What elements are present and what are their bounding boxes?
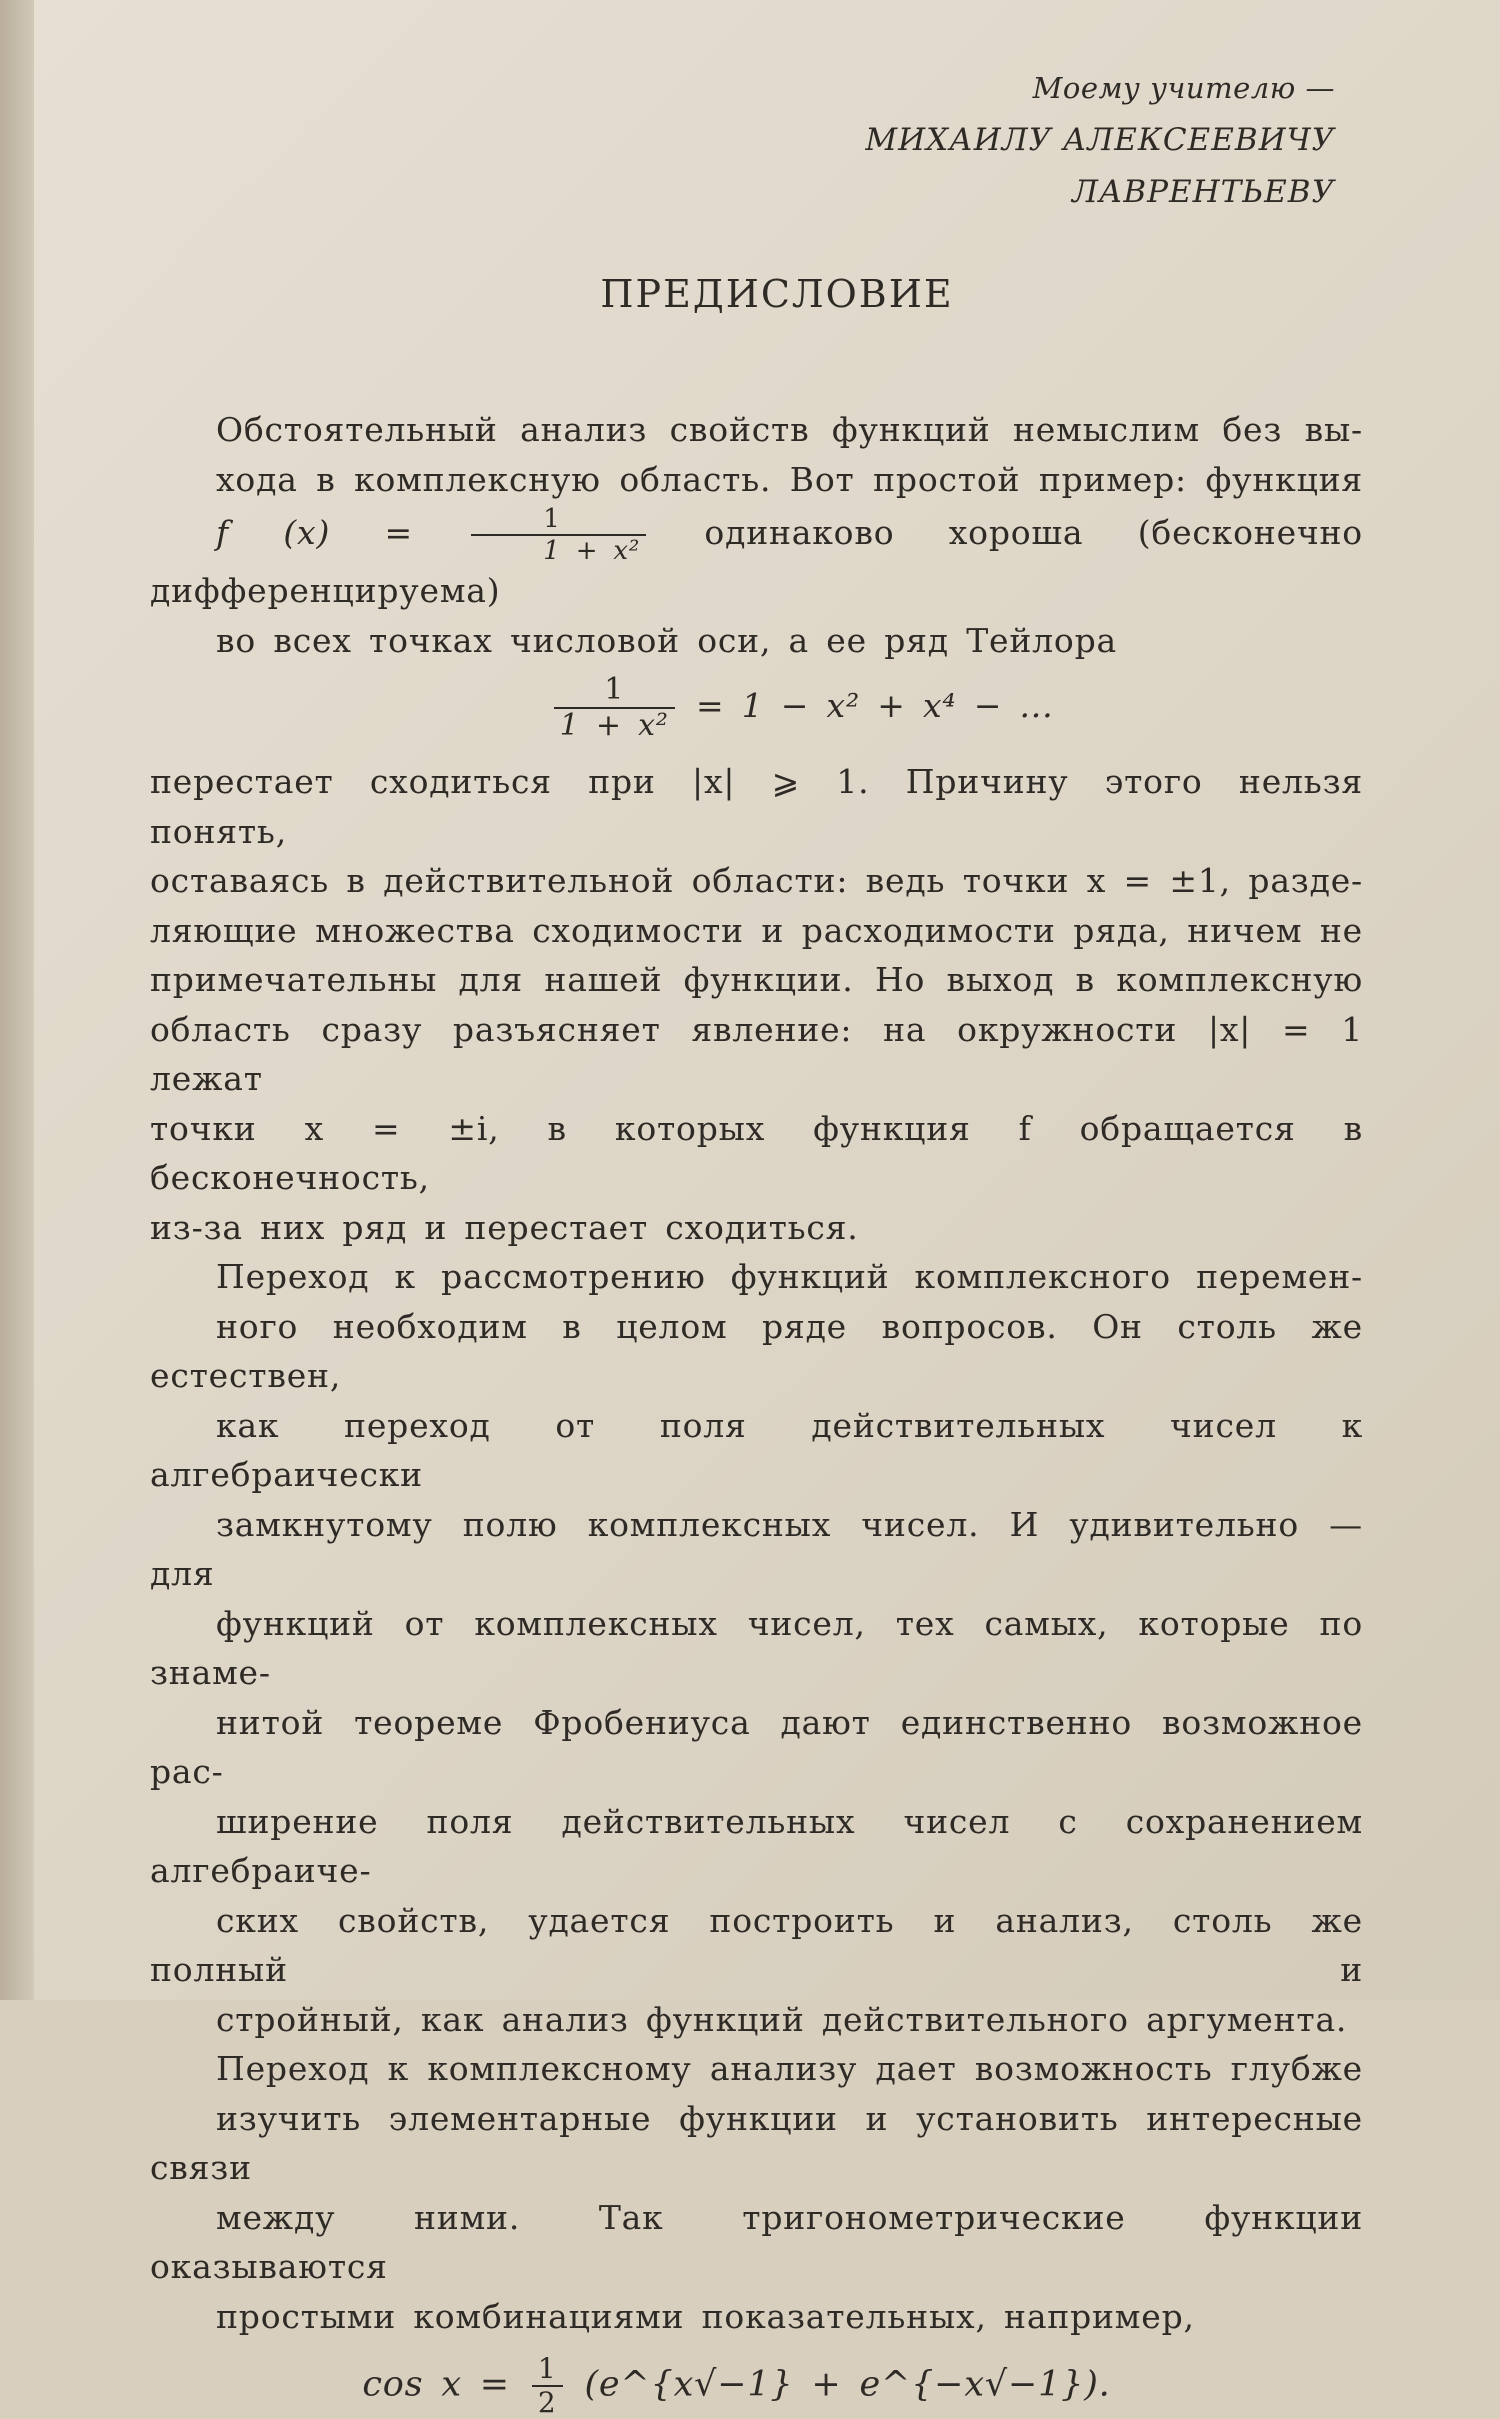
inline-fraction — [471, 504, 646, 566]
paragraph-3 — [150, 1252, 1363, 2044]
text-line: во всех точках числовой оси, а ее ряд Тейлора — [216, 620, 1117, 660]
equation-fraction — [532, 2353, 563, 2419]
text-line-with-formula — [150, 504, 1363, 616]
text-line: как переход от поля действительных чисел к алгебраически — [150, 1405, 1363, 1494]
fraction-denominator: 1 + x² — [559, 708, 669, 743]
text-line: Переход к комплексному анализу дает возможность глубже — [216, 2049, 1363, 2088]
text-line: стройный, как анализ функций действительного аргумента. — [216, 1999, 1348, 2039]
text-line: примечательны для нашей функции. Но выход в комплексную — [150, 960, 1363, 999]
equation-lhs: cos x = — [362, 2364, 510, 2405]
text-line: из-за них ряд и перестает сходиться. — [150, 1207, 859, 1247]
text-fragment: одинаково хороша (бесконечно дифференцируема) — [150, 513, 1363, 610]
text-line: ного необходим в целом ряде вопросов. Он столь же естествен, — [150, 1306, 1363, 1395]
display-equation-cos — [150, 2353, 1363, 2419]
text-line: точки x = ±i, в которых функция f обращается в бесконечность, — [150, 1108, 1363, 1197]
book-spine-shadow — [0, 0, 34, 2000]
fraction-numerator: 1 — [532, 2353, 563, 2387]
fraction-numerator: 1 — [554, 673, 675, 709]
text-line: простыми комбинациями показательных, например, — [216, 2296, 1195, 2336]
equation-fraction — [554, 673, 675, 743]
paragraph-2 — [150, 757, 1363, 1252]
text-line: перестает сходиться при |x| ⩾ 1. Причину этого нельзя понять, — [150, 762, 1363, 851]
fraction-numerator: 1 — [471, 504, 646, 536]
text-line: ских свойств, удается построить и анализ, столь же полный и — [150, 1900, 1363, 1989]
text-line: ляющие множества сходимости и расходимости ряда, ничем не — [150, 910, 1363, 950]
text-line: Переход к рассмотрению функций комплексного перемен- — [216, 1257, 1363, 1296]
preface-body — [150, 405, 1363, 2419]
text-line: область сразу разъясняет явление: на окружности |x| = 1 лежат — [150, 1009, 1363, 1098]
text-line: Обстоятельный анализ свойств функций немыслим без вы- — [216, 410, 1363, 449]
dedication — [865, 62, 1335, 218]
inline-formula-f: f (x) = — [216, 513, 413, 552]
dedication-line-1: Моему учителю — — [1032, 71, 1335, 105]
text-line: нитой теореме Фробениуса дают единственно возможное рас- — [150, 1702, 1363, 1791]
text-line: замкнутому полю комплексных чисел. И удивительно — для — [150, 1504, 1363, 1593]
text-line: изучить элементарные функции и установить интересные связи — [150, 2098, 1363, 2187]
equation-rhs: = 1 − x² + x⁴ − ... — [695, 686, 1054, 725]
paragraph-1 — [150, 405, 1363, 665]
book-page — [34, 0, 1500, 2419]
equation-rhs: (e^{x√−1} + e^{−x√−1}). — [584, 2364, 1111, 2405]
page-title: ПРЕДИСЛОВИЕ — [600, 272, 954, 316]
text-line: ширение поля действительных чисел с сохранением алгебраиче- — [150, 1801, 1363, 1890]
display-equation-taylor — [150, 673, 1363, 743]
text-line: функций от комплексных чисел, тех самых, которые по знаме- — [150, 1603, 1363, 1692]
text-line: хода в комплексную область. Вот простой пример: функция — [216, 459, 1363, 499]
text-line: оставаясь в действительной области: ведь точки x = ±1, разде- — [150, 861, 1363, 900]
fraction-denominator: 2 — [537, 2386, 557, 2419]
paragraph-4 — [150, 2044, 1363, 2341]
text-line: между ними. Так тригонометрические функции оказываются — [150, 2197, 1363, 2286]
fraction-denominator: 1 + x² — [543, 536, 641, 566]
dedication-line-3: ЛАВРЕНТЬЕВУ — [1071, 174, 1335, 210]
dedication-line-2: МИХАИЛУ АЛЕКСЕЕВИЧУ — [865, 122, 1335, 158]
